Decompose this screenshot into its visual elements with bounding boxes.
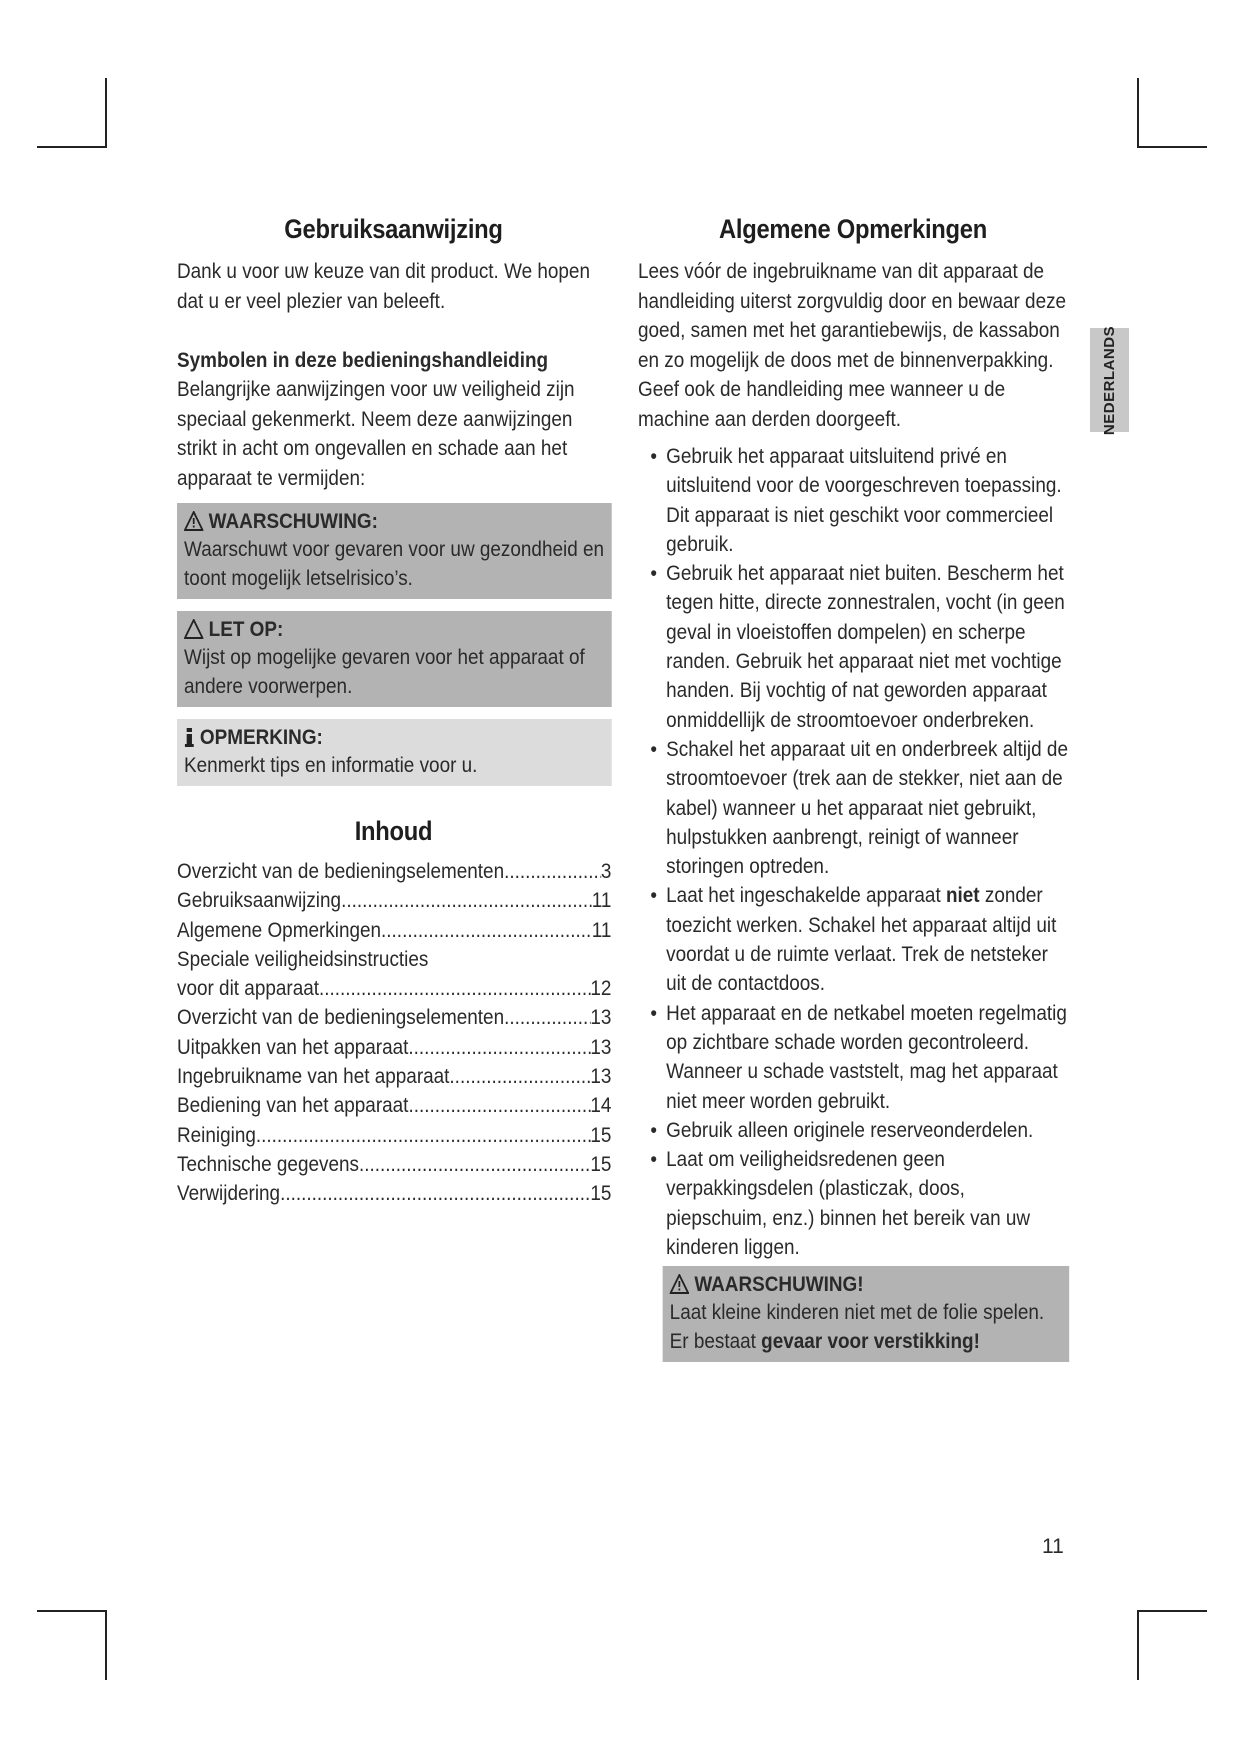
crop-mark-br-h [1137,1610,1207,1612]
toc-leader-dots [280,1179,590,1208]
safety-bullet-item [638,735,1069,881]
heading-algemene-opmerkingen: Algemene Opmerkingen [718,214,988,244]
caution-box [177,611,611,707]
toc-entry-title: Gebruiksaanwijzing [177,888,342,913]
toc-entry [177,945,611,974]
folie-warning-line1: Laat kleine kinderen niet met de folie spelen. [669,1300,1045,1325]
toc-entry-page: 13 [590,1064,612,1089]
toc-entry-page: 15 [590,1151,612,1176]
toc-leader-dots [408,1033,590,1062]
heading-inhoud: Inhoud [354,816,433,846]
warning-box [177,503,611,599]
crop-mark-tr-v [1137,78,1139,148]
toc-leader-dots [256,1121,590,1150]
crop-mark-tl-v [105,78,107,148]
left-column [177,214,610,1209]
toc-entry-title: Technische gegevens [177,1151,359,1176]
bullet-text: Schakel het apparaat uit en onderbreek altijd de stroomtoevoer (trek aan de stekker, niet aan de kabel) wanneer u het apparaat niet gebruikt, hulpstukken aanbrengt, reinigt of wanneer storingen optreden. [666,736,1068,879]
toc-entry-page: 11 [591,917,612,942]
bullet-text: Gebruik alleen originele reserveonderdelen. [666,1117,1034,1142]
bullet-marker: • [650,883,657,908]
folie-warning-line2 [670,1327,1063,1356]
toc-entry-page: 12 [590,976,612,1001]
toc-entry [177,1062,611,1091]
safety-bullet-item [638,999,1069,1116]
toc-entry-title: Reiniging [177,1122,256,1147]
toc-leader-dots [449,1062,590,1091]
toc-leader-dots [359,1150,590,1179]
bullet-marker: • [650,736,657,761]
folie-warning-box [663,1266,1070,1362]
toc-entry-title: Bediening van het apparaat [177,1093,409,1118]
toc-entry [177,1033,611,1062]
safety-bullet-item [638,442,1069,559]
table-of-contents [177,857,611,1209]
toc-leader-dots [504,1003,590,1032]
toc-entry [177,974,611,1003]
toc-entry-page: 11 [591,888,612,913]
toc-entry-page: 13 [590,1034,612,1059]
toc-entry-page: 3 [600,859,612,883]
caution-title: LET OP: [208,617,284,641]
toc-entry [177,1150,611,1179]
bullet-text: Gebruik het apparaat uitsluitend privé en uitsluitend voor de voorgeschreven toepassing. Dit apparaat is niet geschikt voor commercieel gebruik. [666,444,1062,556]
toc-entry-title: voor dit apparaat [177,976,319,1001]
bullet-marker: • [650,444,657,468]
warning-text: Waarschuwt voor gevaren voor uw gezondheid en toont mogelijk letselrisico’s. [184,537,605,590]
safety-bullet-item [638,559,1069,735]
caution-text: Wijst op mogelijke gevaren voor het apparaat of andere voorwerpen. [184,645,585,698]
heading-gebruiksaanwijzing: Gebruiksaanwijzing [284,214,503,244]
toc-entry-page: 15 [590,1122,612,1147]
info-icon [184,726,195,748]
bullet-text: Laat om veiligheidsredenen geen verpakkingsdelen (plasticzak, doos, piepschuim, enz.) binnen het bereik van uw kinderen liggen. [666,1147,1031,1260]
bullet-marker: • [650,561,657,586]
toc-entry [177,916,611,945]
caution-triangle-icon [184,619,203,639]
toc-entry-title: Algemene Opmerkingen [177,917,382,942]
language-label: NEDERLANDS [1101,325,1118,435]
safety-bullet-list [638,442,1069,1262]
crop-mark-bl-v [105,1610,107,1680]
bullet-bold-text: niet [945,883,980,908]
warning-triangle-icon [670,1274,689,1294]
symbols-text: Belangrijke aanwijzingen voor uw veiligheid zijn speciaal gekenmerkt. Neem deze aanwijzingen strikt in acht om ongevallen en schade aan het apparaat te vermijden: [177,377,575,490]
bullet-marker: • [650,1117,657,1142]
bullet-text: Gebruik het apparaat niet buiten. Bescherm het tegen hitte, directe zonnestralen, vocht (in geen geval in vloeistoffen dompelen) en scherpe randen. Gebruik het apparaat niet met vochtige handen. Bij vochtig of nat geworden apparaat onmiddellijk de stroomtoevoer onderbreken. [666,561,1065,732]
folie-warning-title: WAARSCHUWING! [694,1272,864,1297]
bullet-text: Het apparaat en de netkabel moeten regelmatig op zichtbare schade worden gecontroleerd. Wanneer u schade vaststelt, mag het apparaat niet meer worden gebruikt. [666,1000,1067,1113]
toc-leader-dots [504,857,601,886]
bullet-marker: • [650,1147,657,1172]
toc-entry-title: Ingebruikname van het apparaat [177,1064,450,1089]
general-intro-text: Lees vóór de ingebruikname van dit apparaat de handleiding uiterst zorgvuldig door en bewaar deze goed, samen met het garantiebewijs, de kassabon en zo mogelijk de doos met de binnenverpakking. Geef ook de handleiding mee wanneer u de machine aan derden doorgeeft. [638,259,1067,431]
safety-bullet-item [638,881,1069,998]
crop-mark-tr-h [1137,146,1207,148]
note-title: OPMERKING: [199,725,323,749]
toc-leader-dots [341,886,592,915]
warning-title: WAARSCHUWING: [208,509,378,533]
safety-bullet-item [638,1116,1069,1145]
toc-entry [177,1091,611,1120]
bullet-text-continued: zonder toezicht werken. Schakel het apparaat altijd uit voordat u de ruimte verlaat. Trek de netsteker uit de contactdoos. [666,883,1057,996]
toc-entry [177,1179,611,1208]
symbols-heading: Symbolen in deze bedieningshandleiding [177,348,549,372]
toc-entry-page: 14 [590,1093,612,1118]
folie-warning-line2-bold: gevaar voor verstikking! [761,1329,980,1354]
folie-warning-line2-text: Er bestaat [669,1329,762,1354]
bullet-text: Laat het ingeschakelde apparaat [666,883,946,908]
warning-triangle-icon [184,511,203,531]
note-box [177,719,611,786]
toc-leader-dots [408,1091,590,1120]
toc-entry [177,1003,611,1032]
crop-mark-br-v [1137,1610,1139,1680]
toc-entry-page: 15 [590,1181,612,1206]
toc-leader-dots [319,974,590,1003]
language-side-tab [1090,325,1129,435]
toc-entry-title: Overzicht van de bedieningselementen [177,859,505,883]
note-text: Kenmerkt tips en informatie voor u. [184,753,478,777]
safety-bullet-item [638,1145,1069,1262]
bullet-marker: • [650,1000,657,1025]
toc-entry [177,857,611,886]
toc-entry-title: Verwijdering [177,1181,281,1206]
toc-entry-page: 13 [590,1005,612,1030]
intro-text: Dank u voor uw keuze van dit product. We hopen dat u er veel plezier van beleeft. [177,259,590,313]
crop-mark-tl-h [37,146,107,148]
toc-entry [177,886,611,915]
toc-entry [177,1121,611,1150]
toc-entry-title: Uitpakken van het apparaat [177,1034,409,1059]
toc-entry-title: Speciale veiligheidsinstructies [177,946,429,971]
crop-mark-bl-h [37,1610,107,1612]
page-number: 11 [1042,1535,1064,1558]
right-column [638,214,1068,1362]
toc-entry-title: Overzicht van de bedieningselementen [177,1005,505,1030]
toc-leader-dots [381,916,592,945]
